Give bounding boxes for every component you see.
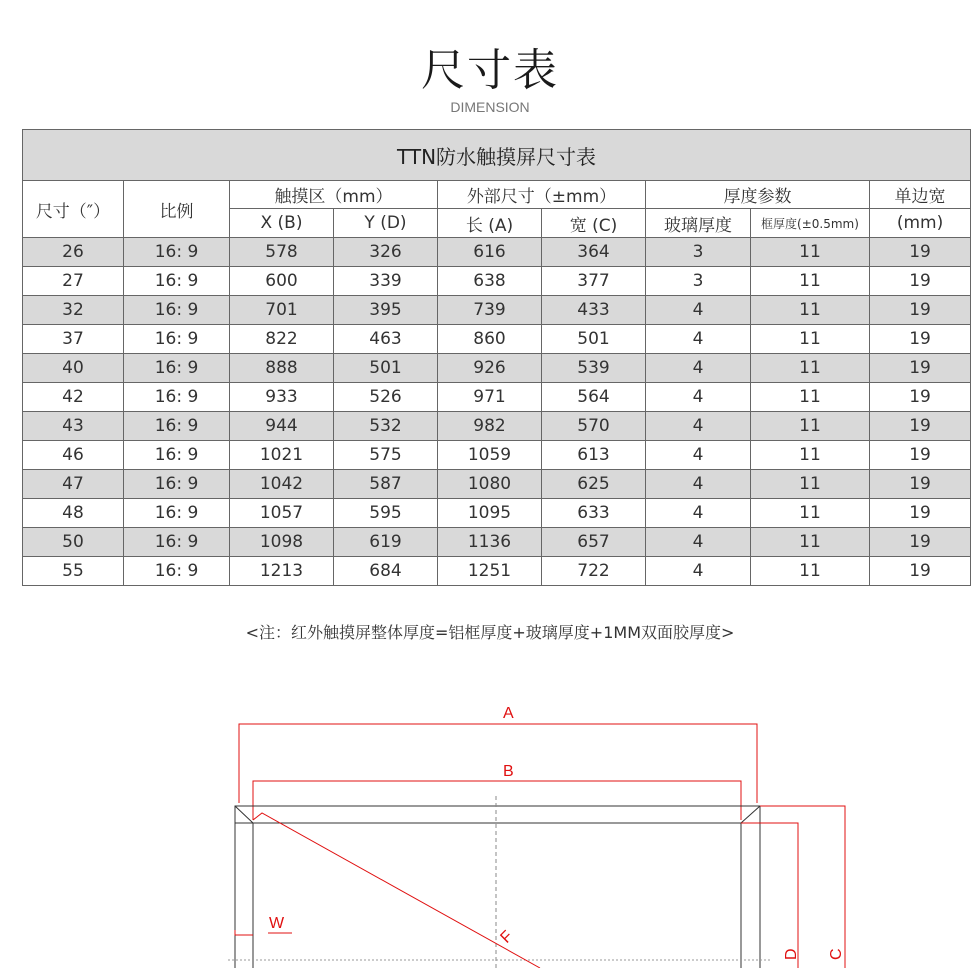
table-row [23, 441, 971, 470]
cell-touch-x: 1213 [230, 557, 334, 586]
header-glass: 玻璃厚度 [646, 209, 751, 238]
cell-touch-y: 326 [334, 238, 438, 267]
table-row [23, 354, 971, 383]
cell-touch-x: 944 [230, 412, 334, 441]
cell-outer-length: 638 [438, 267, 542, 296]
cell-glass-thickness: 3 [646, 267, 751, 296]
cell-touch-x: 1098 [230, 528, 334, 557]
cell-frame-thickness: 11 [751, 557, 870, 586]
dim-line-c [760, 806, 845, 968]
cell-outer-width: 625 [542, 470, 646, 499]
cell-touch-x: 1042 [230, 470, 334, 499]
cell-size: 47 [23, 470, 124, 499]
cell-outer-width: 657 [542, 528, 646, 557]
cell-touch-y: 532 [334, 412, 438, 441]
cell-touch-y: 587 [334, 470, 438, 499]
header-x-b: X (B) [230, 209, 334, 238]
cell-frame-thickness: 11 [751, 296, 870, 325]
cell-touch-x: 600 [230, 267, 334, 296]
label-f: F [497, 927, 517, 947]
label-b: B [503, 763, 514, 780]
cell-touch-x: 1057 [230, 499, 334, 528]
header-ratio: 比例 [124, 181, 230, 238]
cell-touch-y: 339 [334, 267, 438, 296]
thickness-note: <注：红外触摸屏整体厚度=铝框厚度+玻璃厚度+1MM双面胶厚度> [245, 623, 735, 642]
cell-border-width: 19 [870, 470, 971, 499]
cell-outer-width: 501 [542, 325, 646, 354]
cell-outer-width: 613 [542, 441, 646, 470]
page-subtitle: DIMENSION [450, 99, 530, 115]
dimension-table [22, 129, 971, 586]
header-frame: 框厚度(±0.5mm) [751, 209, 870, 238]
cell-border-width: 19 [870, 238, 971, 267]
cell-size: 55 [23, 557, 124, 586]
cell-outer-width: 539 [542, 354, 646, 383]
table-row [23, 557, 971, 586]
cell-outer-length: 739 [438, 296, 542, 325]
cell-outer-length: 926 [438, 354, 542, 383]
cell-outer-width: 570 [542, 412, 646, 441]
cell-outer-length: 1080 [438, 470, 542, 499]
cell-outer-width: 433 [542, 296, 646, 325]
table-row [23, 296, 971, 325]
label-d: D [783, 948, 800, 960]
cell-ratio: 16: 9 [124, 441, 230, 470]
cell-ratio: 16: 9 [124, 528, 230, 557]
cell-outer-length: 1251 [438, 557, 542, 586]
table-caption: TTN防水触摸屏尺寸表 [23, 130, 971, 181]
cell-border-width: 19 [870, 325, 971, 354]
cell-size: 26 [23, 238, 124, 267]
cell-size: 50 [23, 528, 124, 557]
cell-ratio: 16: 9 [124, 383, 230, 412]
cell-outer-length: 971 [438, 383, 542, 412]
dim-line-d [741, 823, 798, 968]
label-c: C [828, 948, 845, 960]
header-y-d: Y (D) [334, 209, 438, 238]
table-row [23, 238, 971, 267]
cell-frame-thickness: 11 [751, 470, 870, 499]
cell-touch-x: 701 [230, 296, 334, 325]
table-row [23, 499, 971, 528]
dim-line-w [235, 930, 253, 935]
cell-outer-width: 564 [542, 383, 646, 412]
cell-ratio: 16: 9 [124, 296, 230, 325]
cell-ratio: 16: 9 [124, 499, 230, 528]
cell-frame-thickness: 11 [751, 499, 870, 528]
cell-size: 37 [23, 325, 124, 354]
cell-ratio: 16: 9 [124, 238, 230, 267]
dimension-diagram [0, 690, 980, 968]
cell-border-width: 19 [870, 528, 971, 557]
header-border-unit: (mm) [870, 209, 971, 238]
cell-frame-thickness: 11 [751, 267, 870, 296]
cell-outer-length: 1059 [438, 441, 542, 470]
cell-glass-thickness: 4 [646, 499, 751, 528]
corner-left [235, 806, 253, 823]
header-border-width: 单边宽 [870, 181, 971, 209]
cell-border-width: 19 [870, 557, 971, 586]
cell-size: 42 [23, 383, 124, 412]
cell-outer-length: 860 [438, 325, 542, 354]
cell-outer-width: 722 [542, 557, 646, 586]
header-touch-area: 触摸区（mm） [230, 181, 438, 209]
cell-frame-thickness: 11 [751, 325, 870, 354]
cell-touch-y: 575 [334, 441, 438, 470]
cell-touch-x: 1021 [230, 441, 334, 470]
header-wid-c: 宽 (C) [542, 209, 646, 238]
cell-outer-width: 364 [542, 238, 646, 267]
header-thickness: 厚度参数 [646, 181, 870, 209]
table-row [23, 412, 971, 441]
cell-frame-thickness: 11 [751, 528, 870, 557]
label-a: A [503, 705, 514, 722]
cell-size: 32 [23, 296, 124, 325]
cell-touch-y: 619 [334, 528, 438, 557]
cell-ratio: 16: 9 [124, 470, 230, 499]
cell-size: 40 [23, 354, 124, 383]
table-row [23, 470, 971, 499]
cell-size: 43 [23, 412, 124, 441]
cell-border-width: 19 [870, 412, 971, 441]
corner-right [741, 806, 760, 823]
cell-touch-y: 595 [334, 499, 438, 528]
cell-frame-thickness: 11 [751, 238, 870, 267]
cell-touch-x: 888 [230, 354, 334, 383]
cell-frame-thickness: 11 [751, 354, 870, 383]
cell-frame-thickness: 11 [751, 441, 870, 470]
cell-glass-thickness: 4 [646, 412, 751, 441]
cell-size: 46 [23, 441, 124, 470]
outer-frame [235, 806, 760, 968]
cell-outer-length: 1136 [438, 528, 542, 557]
cell-outer-width: 377 [542, 267, 646, 296]
header-size: 尺寸（″） [23, 181, 124, 238]
cell-border-width: 19 [870, 441, 971, 470]
cell-touch-y: 501 [334, 354, 438, 383]
dim-line-a [239, 724, 757, 803]
header-len-a: 长 (A) [438, 209, 542, 238]
cell-outer-length: 616 [438, 238, 542, 267]
header-outer-size: 外部尺寸（±mm） [438, 181, 646, 209]
cell-glass-thickness: 4 [646, 354, 751, 383]
cell-glass-thickness: 4 [646, 528, 751, 557]
diagonal-f [253, 813, 540, 968]
label-w: W [269, 915, 285, 932]
cell-ratio: 16: 9 [124, 557, 230, 586]
cell-border-width: 19 [870, 296, 971, 325]
cell-frame-thickness: 11 [751, 383, 870, 412]
cell-ratio: 16: 9 [124, 354, 230, 383]
cell-touch-x: 933 [230, 383, 334, 412]
cell-ratio: 16: 9 [124, 325, 230, 354]
cell-ratio: 16: 9 [124, 412, 230, 441]
cell-outer-width: 633 [542, 499, 646, 528]
cell-glass-thickness: 4 [646, 470, 751, 499]
table-row [23, 383, 971, 412]
cell-glass-thickness: 4 [646, 325, 751, 354]
cell-glass-thickness: 4 [646, 383, 751, 412]
cell-border-width: 19 [870, 383, 971, 412]
table-row [23, 528, 971, 557]
dim-line-b [253, 781, 741, 820]
cell-touch-y: 395 [334, 296, 438, 325]
cell-touch-x: 822 [230, 325, 334, 354]
cell-touch-y: 684 [334, 557, 438, 586]
cell-border-width: 19 [870, 267, 971, 296]
cell-border-width: 19 [870, 499, 971, 528]
cell-glass-thickness: 3 [646, 238, 751, 267]
cell-glass-thickness: 4 [646, 441, 751, 470]
cell-border-width: 19 [870, 354, 971, 383]
table-row [23, 325, 971, 354]
cell-outer-length: 982 [438, 412, 542, 441]
cell-frame-thickness: 11 [751, 412, 870, 441]
cell-touch-x: 578 [230, 238, 334, 267]
cell-glass-thickness: 4 [646, 296, 751, 325]
cell-outer-length: 1095 [438, 499, 542, 528]
cell-size: 27 [23, 267, 124, 296]
cell-touch-y: 463 [334, 325, 438, 354]
cell-size: 48 [23, 499, 124, 528]
cell-ratio: 16: 9 [124, 267, 230, 296]
cell-touch-y: 526 [334, 383, 438, 412]
table-row [23, 267, 971, 296]
page-title: 尺寸表 [421, 45, 559, 96]
cell-glass-thickness: 4 [646, 557, 751, 586]
